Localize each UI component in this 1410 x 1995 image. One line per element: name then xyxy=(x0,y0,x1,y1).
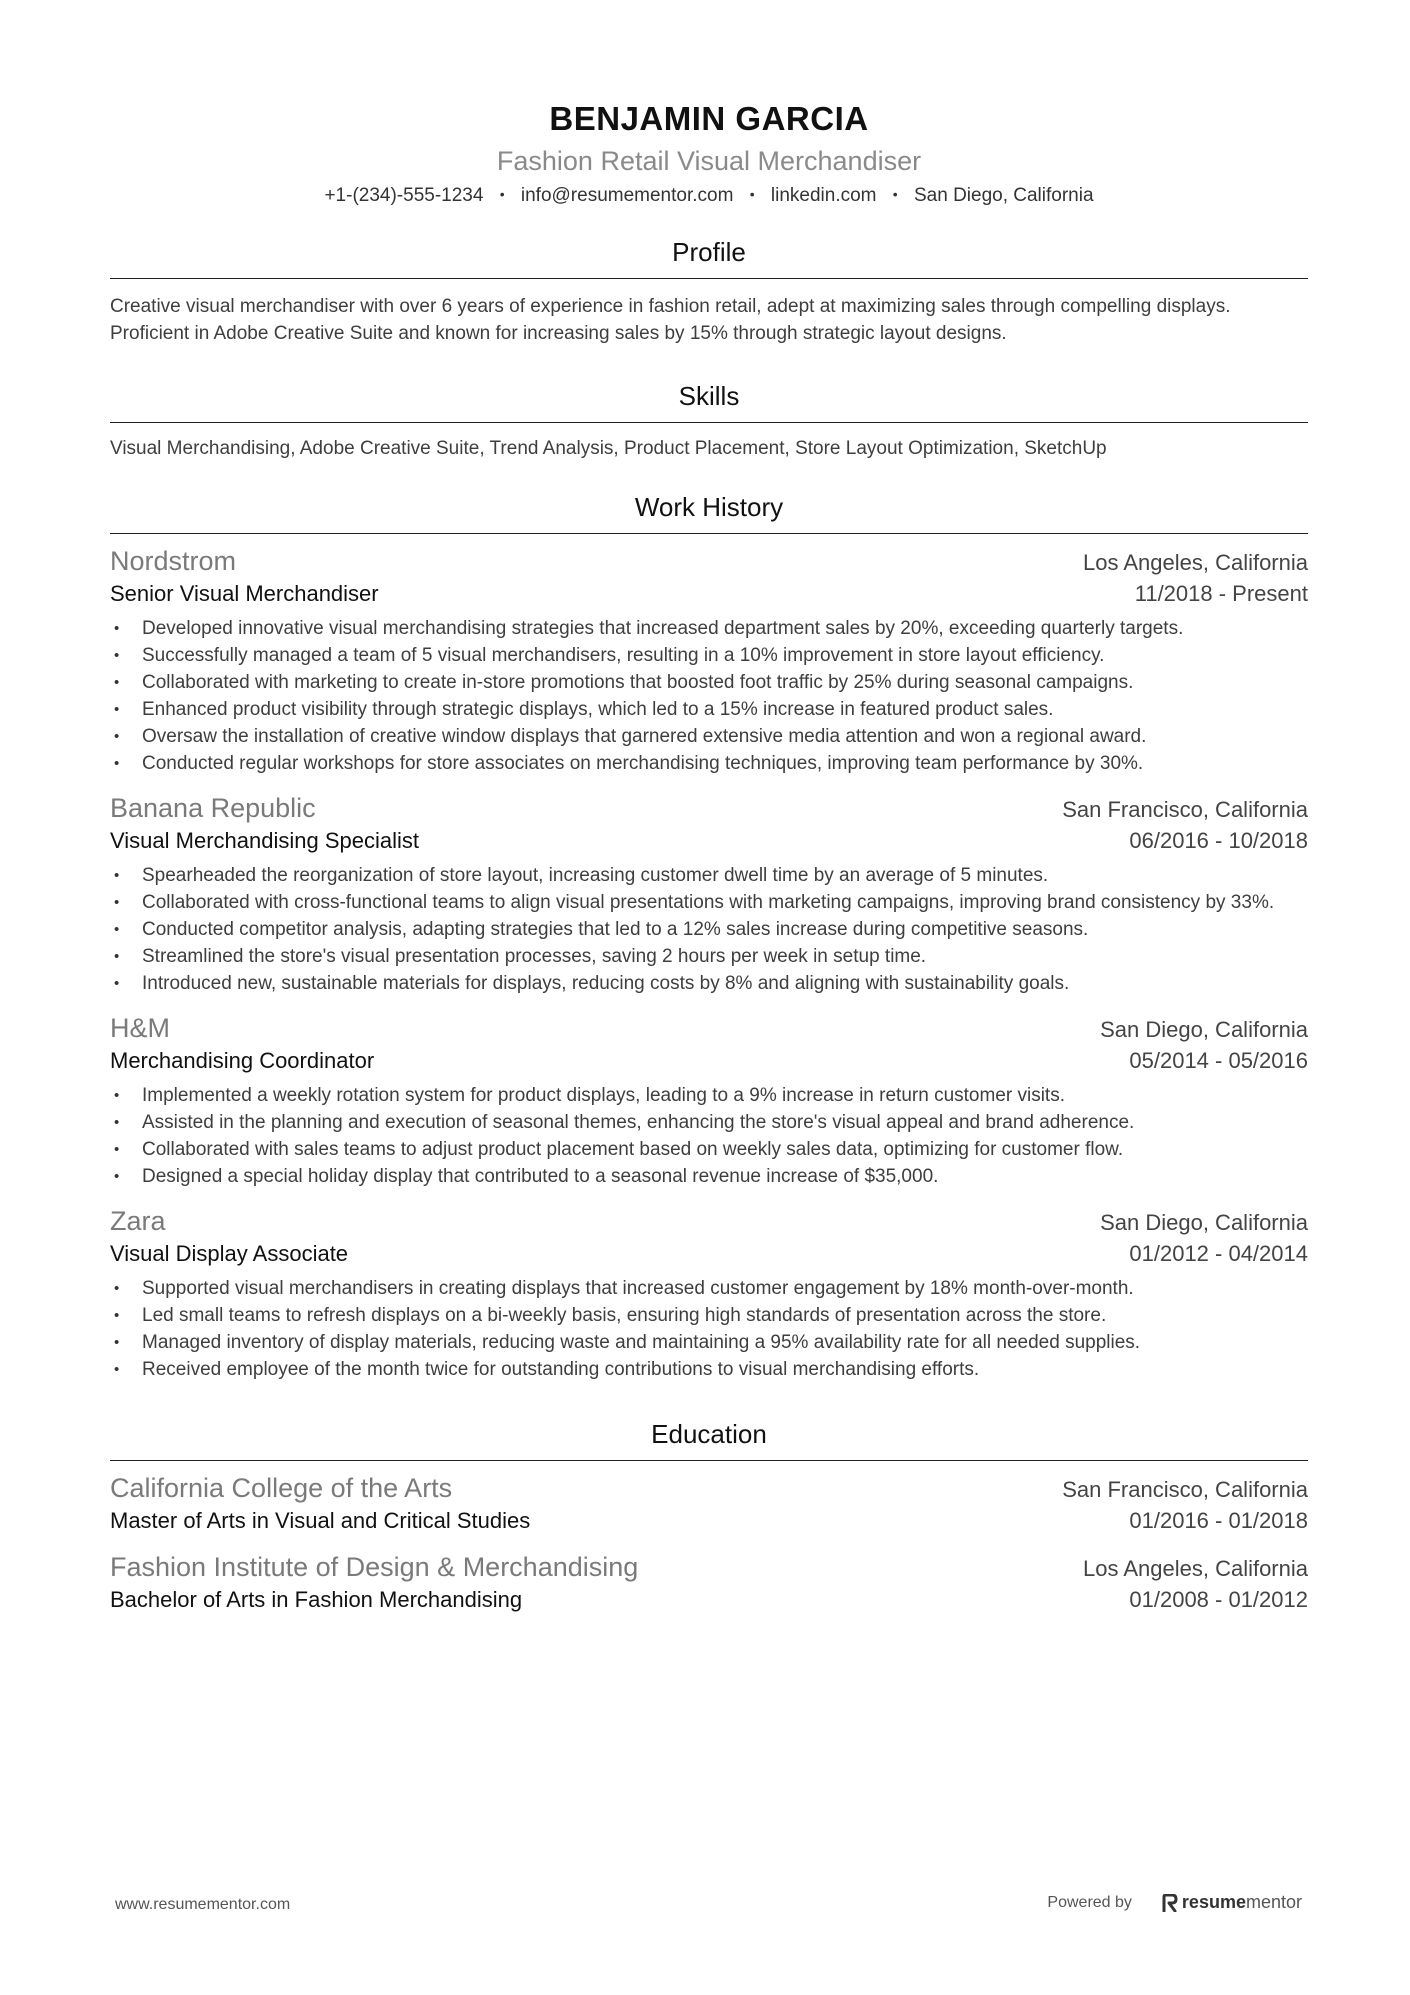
candidate-title: Fashion Retail Visual Merchandiser xyxy=(496,146,922,176)
education-dates: 01/2016 - 01/2018 xyxy=(1129,1508,1308,1533)
list-item: • Oversaw the installation of creative window displays that garnered extensive media attention and won a regional award. xyxy=(110,723,1308,750)
work-history-section xyxy=(110,492,1308,1383)
job-location: Los Angeles, California xyxy=(1082,550,1308,575)
brand-logo-icon xyxy=(1162,1894,1178,1912)
job-role: Senior Visual Merchandiser xyxy=(110,581,379,606)
list-item: • Designed a special holiday display that contributed to a seasonal revenue increase of $35,000. xyxy=(110,1163,1308,1190)
contact-separator: • xyxy=(892,186,898,202)
candidate-name: BENJAMIN GARCIA xyxy=(549,100,869,137)
profile-section xyxy=(110,237,1308,347)
job-location: San Diego, California xyxy=(1100,1210,1308,1235)
brand-logo[interactable] xyxy=(1162,1892,1302,1913)
list-item: • Introduced new, sustainable materials for displays, reducing costs by 8% and aligning with sustainability goals. xyxy=(110,970,1308,997)
job-location: San Diego, California xyxy=(1100,1017,1308,1042)
bullet-icon: • xyxy=(114,1361,120,1378)
job-entry xyxy=(110,1206,1308,1383)
powered-by-label: Powered by xyxy=(1047,1893,1132,1911)
list-item: • Conducted regular workshops for store associates on merchandising techniques, improving team performance by 30%. xyxy=(110,750,1308,777)
list-item: • Collaborated with sales teams to adjust product placement based on weekly sales data, optimizing for customer flow. xyxy=(110,1136,1308,1163)
bullet-icon: • xyxy=(114,867,120,884)
education-section xyxy=(110,1419,1308,1613)
list-item: • Collaborated with marketing to create in-store promotions that boosted foot traffic by 25% during seasonal campaigns. xyxy=(110,669,1308,696)
list-item: • Successfully managed a team of 5 visual merchandisers, resulting in a 10% improvement in store layout efficiency. xyxy=(110,642,1308,669)
bullet-icon: • xyxy=(114,620,120,637)
job-bullets xyxy=(110,862,1308,997)
contact-separator: • xyxy=(749,186,755,202)
list-item: • Streamlined the store's visual presentation processes, saving 2 hours per week in setup time. xyxy=(110,943,1308,970)
bullet-icon: • xyxy=(114,1141,120,1158)
contact-linkedin[interactable]: linkedin.com xyxy=(770,185,877,206)
education-entry xyxy=(110,1552,1308,1613)
bullet-icon: • xyxy=(114,755,120,772)
footer-website[interactable]: www.resumementor.com xyxy=(115,1896,291,1913)
list-item: • Supported visual merchandisers in creating displays that increased customer engagement by 18% month-over-month. xyxy=(110,1275,1308,1302)
job-entry xyxy=(110,546,1308,777)
job-company: Banana Republic xyxy=(110,793,316,823)
section-heading-education: Education xyxy=(110,1419,1308,1461)
job-role: Visual Display Associate xyxy=(110,1241,349,1266)
degree-name: Master of Arts in Visual and Critical Studies xyxy=(110,1508,531,1533)
bullet-icon: • xyxy=(114,1334,120,1351)
job-location: San Francisco, California xyxy=(1062,797,1308,822)
job-bullets xyxy=(110,1082,1308,1190)
list-item: • Enhanced product visibility through strategic displays, which led to a 15% increase in featured product sales. xyxy=(110,696,1308,723)
job-dates: 05/2014 - 05/2016 xyxy=(1129,1048,1308,1073)
contact-separator: • xyxy=(499,186,505,202)
list-item: • Received employee of the month twice for outstanding contributions to visual merchandising efforts. xyxy=(110,1356,1308,1383)
job-role: Visual Merchandising Specialist xyxy=(110,828,419,853)
bullet-icon: • xyxy=(114,894,120,911)
list-item: • Assisted in the planning and execution of seasonal themes, enhancing the store's visual appeal and brand adherence. xyxy=(110,1109,1308,1136)
bullet-icon: • xyxy=(114,701,120,718)
profile-text: Creative visual merchandiser with over 6 years of experience in fashion retail, adept at maximizing sales through compelling displays. Proficient in Adobe Creative Suite and known for increasing sales by 15% through strategic layout designs. xyxy=(110,296,1231,344)
job-bullets xyxy=(110,1275,1308,1383)
list-item: • Implemented a weekly rotation system for product displays, leading to a 9% increase in return customer visits. xyxy=(110,1082,1308,1109)
skills-text: Visual Merchandising, Adobe Creative Suite, Trend Analysis, Product Placement, Store Layout Optimization, SketchUp xyxy=(110,438,1107,459)
footer-powered-by xyxy=(1047,1892,1302,1913)
bullet-icon: • xyxy=(114,1280,120,1297)
school-name: Fashion Institute of Design & Merchandising xyxy=(110,1552,639,1582)
bullet-icon: • xyxy=(114,674,120,691)
bullet-icon: • xyxy=(114,921,120,938)
list-item: • Collaborated with cross-functional teams to align visual presentations with marketing campaigns, improving brand consistency by 33%. xyxy=(110,889,1308,916)
contact-email[interactable]: info@resumementor.com xyxy=(520,185,734,206)
list-item: • Led small teams to refresh displays on a bi-weekly basis, ensuring high standards of presentation across the store. xyxy=(110,1302,1308,1329)
contact-line xyxy=(110,185,1308,207)
resume-content xyxy=(110,0,1308,1613)
section-heading-skills: Skills xyxy=(110,381,1308,423)
job-company: H&M xyxy=(110,1013,170,1043)
job-company: Nordstrom xyxy=(110,546,237,576)
job-dates: 11/2018 - Present xyxy=(1134,581,1308,606)
list-item: • Conducted competitor analysis, adapting strategies that led to a 12% sales increase during competitive seasons. xyxy=(110,916,1308,943)
skills-section xyxy=(110,381,1308,462)
education-entry xyxy=(110,1473,1308,1534)
bullet-icon: • xyxy=(114,1307,120,1324)
list-item: • Developed innovative visual merchandising strategies that increased department sales by 20%, exceeding quarterly targets. xyxy=(110,615,1308,642)
bullet-icon: • xyxy=(114,1087,120,1104)
school-location: San Francisco, California xyxy=(1062,1477,1308,1502)
job-bullets xyxy=(110,615,1308,777)
list-item: • Managed inventory of display materials, reducing waste and maintaining a 95% availability rate for all needed supplies. xyxy=(110,1329,1308,1356)
bullet-icon: • xyxy=(114,1168,120,1185)
education-dates: 01/2008 - 01/2012 xyxy=(1129,1587,1308,1612)
section-heading-profile: Profile xyxy=(110,237,1308,279)
job-entry xyxy=(110,1013,1308,1190)
job-dates: 06/2016 - 10/2018 xyxy=(1129,828,1308,853)
job-dates: 01/2012 - 04/2014 xyxy=(1129,1241,1308,1266)
brand-name-light: mentor xyxy=(1245,1892,1302,1912)
bullet-icon: • xyxy=(114,975,120,992)
contact-phone: +1-(234)-555-1234 xyxy=(324,185,484,206)
job-entry xyxy=(110,793,1308,997)
section-heading-work: Work History xyxy=(110,492,1308,534)
resume-header xyxy=(110,100,1308,207)
brand-name-bold: resume xyxy=(1181,1892,1246,1912)
bullet-icon: • xyxy=(114,728,120,745)
bullet-icon: • xyxy=(114,1114,120,1131)
bullet-icon: • xyxy=(114,948,120,965)
school-location: Los Angeles, California xyxy=(1082,1556,1308,1581)
job-role: Merchandising Coordinator xyxy=(110,1048,375,1073)
bullet-icon: • xyxy=(114,647,120,664)
degree-name: Bachelor of Arts in Fashion Merchandising xyxy=(110,1587,523,1612)
contact-location: San Diego, California xyxy=(913,185,1094,206)
school-name: California College of the Arts xyxy=(110,1473,453,1503)
job-company: Zara xyxy=(110,1206,166,1236)
list-item: • Spearheaded the reorganization of store layout, increasing customer dwell time by an average of 5 minutes. xyxy=(110,862,1308,889)
